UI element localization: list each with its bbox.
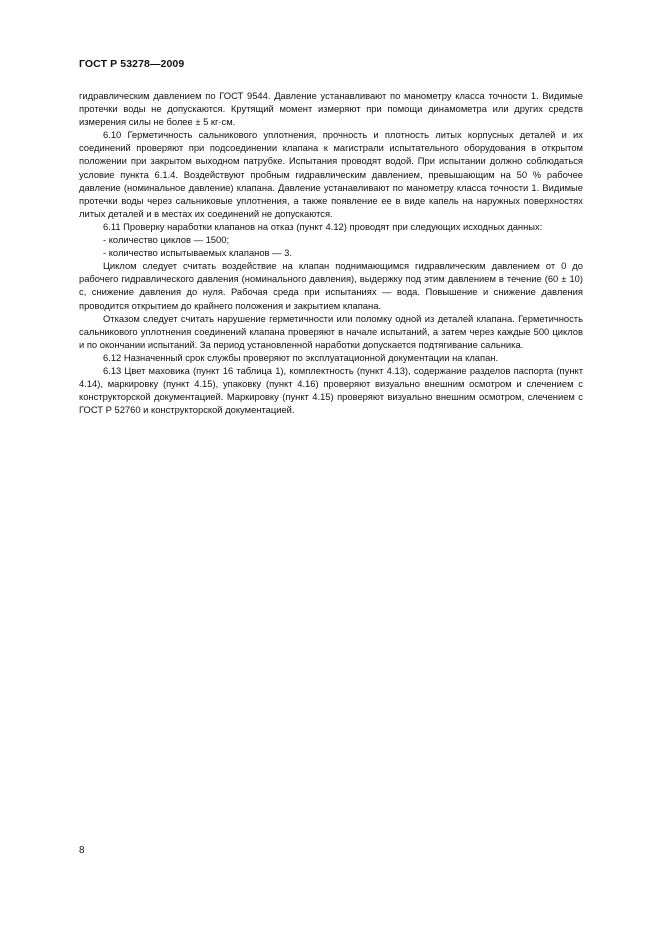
- paragraph-failure-definition: Отказом следует считать нарушение герметичности или поломку одной из деталей клапана. Герметичность сальникового уплотнения соединений клапана проверяют в начале испытаний, а затем через каждые 500 циклов и по окончании испытаний. За период установленной наработки допускается подтягивание сальника.: [79, 312, 583, 350]
- paragraph-continuation: гидравлическим давлением по ГОСТ 9544. Давление устанавливают по манометру класса точности 1. Видимые протечки воды не допускаются. Крутящий момент измеряют при помощи динамометра или других средств измерения силы не более ± 5 кг·см.: [79, 90, 583, 128]
- paragraph-6-11: 6.11 Проверку наработки клапанов на отказ (пункт 4.12) проводят при следующих исходных данных:: [103, 220, 543, 232]
- document-body: [79, 89, 583, 416]
- list-item-valves: - количество испытываемых клапанов — 3.: [103, 247, 292, 259]
- paragraph-cycle-definition: Циклом следует считать воздействие на клапан поднимающимся гидравлическим давлением от 0 до рабочего гидравлического давления (номинального давления), выдержку под этим давлением в течение (60 ± 10) с, снижение давления до нуля. Рабочая среда при испытаниях — вода. Повышение и снижение давления проводится открытием до крайнего положения и закрытием клапана.: [79, 260, 583, 311]
- list-item-cycles: - количество циклов — 1500;: [103, 234, 230, 246]
- page-number: 8: [79, 845, 85, 856]
- paragraph-6-10: 6.10 Герметичность сальникового уплотнения, прочность и плотность литых корпусных деталей и их соединений проверяют при подсоединении клапана к магистрали испытательного оборудования в открытом положении при закрытом выходном патрубке. Испытания проводят водой. При испытании должно соблюдаться условие пункта 6.1.4. Воздействуют пробным гидравлическим давлением, превышающим на 50 % рабочее давление (номинальное давление) клапана. Давление устанавливают по манометру класса точности 1. Видимые протечки воды через сальниковые уплотнения, а также появление ее в виде капель на наружных поверхностях литых деталей и в местах их соединений не допускаются.: [79, 129, 583, 219]
- page-header-standard-id: ГОСТ Р 53278—2009: [79, 58, 185, 70]
- paragraph-6-13: 6.13 Цвет маховика (пункт 16 таблица 1), комплектность (пункт 4.13), содержание разделов паспорта (пункт 4.14), маркировку (пункт 4.15), упаковку (пункт 4.16) проверяют визуально внешним осмотром и слечением с конструкторской документацией. Маркировку (пункт 4.15) проверяют визуально внешним осмотром, слечением с ГОСТ Р 52760 и конструкторской документацией.: [79, 364, 583, 416]
- paragraph-6-12: 6.12 Назначенный срок службы проверяют по эксплуатационной документации на клапан.: [103, 351, 499, 363]
